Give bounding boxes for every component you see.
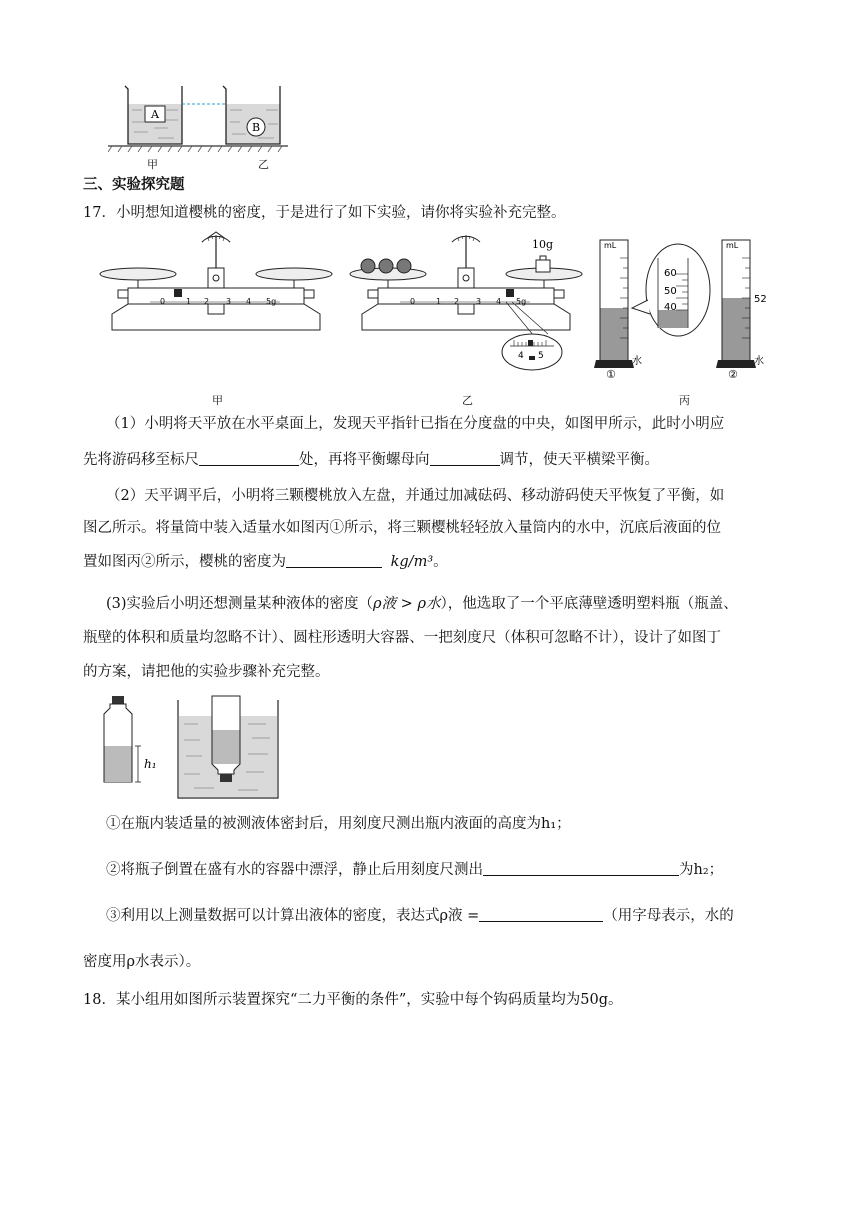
- step2-text-a: ②将瓶子倒置在盛有水的容器中漂浮，静止后用刻度尺测出: [106, 862, 483, 878]
- tick-0: 0: [410, 297, 416, 306]
- zoom-tick-5: 5: [538, 351, 544, 361]
- density-unit: kg/m³: [390, 554, 434, 570]
- tick-3: 3: [226, 297, 232, 306]
- q17-part3-line2: 瓶壁的体积和质量均忽略不计）、圆柱形透明大容器、一把刻度尺（体积可忽略不计），设计了如图丁: [83, 630, 721, 646]
- step2: [106, 860, 723, 880]
- q17-part2-line1: （2）天平调平后，小明将三颗樱桃放入左盘，并通过加减砝码、移动游码使天平恢复了平衡，如: [106, 488, 725, 504]
- q17-part2-text-a: 置如图丙②所示，樱桃的密度为: [83, 554, 286, 570]
- q17-part3-text-a: (3)实验后小明还想测量某种液体的密度（: [106, 596, 374, 612]
- step3-text-b: （用字母表示，水的: [603, 908, 734, 924]
- zoom-tick-60: 60: [664, 268, 677, 279]
- step1: ①在瓶内装适量的被测液体密封后，用刻度尺测出瓶内液面的高度为h₁；: [106, 816, 571, 832]
- q17-part1-line1: （1）小明将天平放在水平桌面上，发现天平指针已指在分度盘的中央，如图甲所示，此时小明应: [106, 416, 725, 432]
- step3-line2: 密度用ρ水表示）。: [83, 954, 201, 970]
- bottle-figure-ding: [98, 694, 288, 804]
- answer-blank-ruler-position[interactable]: [199, 451, 299, 466]
- zoom-tick-4: 4: [518, 351, 524, 361]
- zoom-tick-50: 50: [664, 286, 677, 297]
- cyl2-unit: mL: [726, 241, 739, 250]
- beaker-left-label: 甲: [147, 158, 158, 171]
- h1-label: h₁: [144, 757, 157, 771]
- zoom-tick-40: 40: [664, 302, 677, 313]
- q17-part1-line2: [83, 450, 659, 470]
- q17-part1-text-a: 先将游码移至标尺: [83, 452, 199, 468]
- q17-part1-text-b: 处，再将平衡螺母向: [299, 452, 430, 468]
- q17-stem: 17．小明想知道樱桃的密度，于是进行了如下实验，请你将实验补充完整。: [83, 205, 566, 221]
- step3-text-a: ③利用以上测量数据可以计算出液体的密度，表达式ρ液 =: [106, 908, 480, 924]
- balance-figure-yi: [348, 228, 588, 378]
- tick-2: 2: [454, 297, 460, 306]
- section-heading: 三、实验探究题: [83, 177, 185, 193]
- cyl2-index: ②: [728, 368, 738, 378]
- tick-1: 1: [436, 297, 442, 306]
- cyl1-index: ①: [606, 368, 616, 378]
- q17-part3-line1: [106, 594, 738, 614]
- tick-0: 0: [160, 297, 166, 306]
- tick-3: 3: [476, 297, 482, 306]
- step2-text-b: 为h₂；: [679, 862, 724, 878]
- tick-2: 2: [204, 297, 210, 306]
- q17-part2-line3: [83, 552, 448, 572]
- answer-blank-density[interactable]: [286, 553, 382, 568]
- block-a-label: A: [151, 108, 159, 121]
- answer-blank-measure[interactable]: [483, 861, 679, 876]
- balance-figure-jia: [98, 228, 338, 338]
- figure-label-bing: 丙: [679, 394, 690, 407]
- answer-blank-expression[interactable]: [479, 907, 603, 922]
- q17-part1-text-c: 调节，使天平横梁平衡。: [499, 452, 659, 468]
- answer-blank-nut-direction[interactable]: [430, 451, 500, 466]
- q17-part3-text-b: ），他选取了一个平底薄壁透明塑料瓶（瓶盖、: [440, 596, 738, 612]
- tick-4: 4: [246, 297, 252, 306]
- q17-part2-end: 。: [433, 554, 448, 570]
- beaker-right-label: 乙: [258, 158, 269, 171]
- tick-5g: 5g: [516, 297, 527, 306]
- cyl1-unit: mL: [604, 241, 617, 250]
- cylinders-figure-bing: [592, 228, 782, 378]
- tick-4: 4: [496, 297, 502, 306]
- cyl2-water-label: 水: [754, 356, 764, 367]
- figure-label-yi: 乙: [462, 394, 473, 407]
- figure-label-jia: 甲: [212, 394, 223, 407]
- ball-b-label: B: [251, 121, 261, 134]
- step3: [106, 906, 734, 926]
- q17-part3-line3: 的方案，请把他的实验步骤补充完整。: [83, 664, 330, 680]
- q17-part2-line2: 图乙所示。将量筒中装入适量水如图丙①所示，将三颗樱桃轻轻放入量筒内的水中，沉底后液面的位: [83, 520, 721, 536]
- tick-1: 1: [186, 297, 192, 306]
- tick-5g: 5g: [266, 297, 277, 306]
- cyl1-water-label: 水: [632, 356, 642, 367]
- weight-10g: 10g: [532, 238, 554, 251]
- cyl2-mark: 52: [754, 294, 767, 305]
- q18-stem: 18．某小组用如图所示装置探究“二力平衡的条件”，实验中每个钩码质量均为50g。: [83, 992, 623, 1008]
- density-relation: ρ液 > ρ水: [373, 596, 441, 612]
